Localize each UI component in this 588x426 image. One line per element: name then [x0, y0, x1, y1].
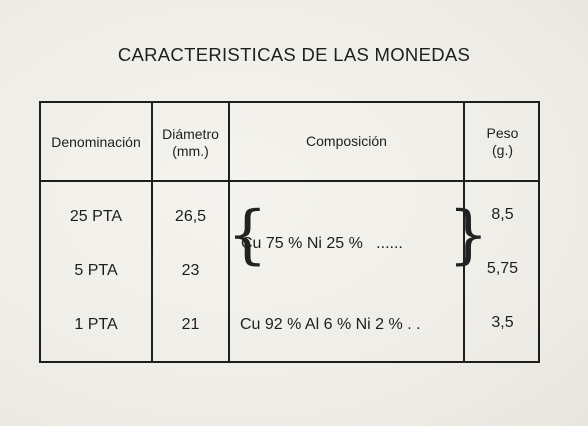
row-3-peso: 3,5	[491, 314, 514, 331]
header-peso-line1: Peso	[486, 125, 519, 141]
header-diametro-line1: Diámetro	[162, 126, 219, 142]
row-1-diametro: 26,5	[174, 208, 207, 225]
coins-table	[39, 101, 540, 363]
row-1-denominacion: 25 PTA	[69, 208, 123, 225]
header-diametro	[153, 126, 228, 160]
header-diametro-line2: (mm.)	[172, 143, 209, 159]
composition-group-2: Cu 92 % Al 6 % Ni 2 % . .	[240, 316, 421, 333]
row-1-peso: 8,5	[491, 206, 514, 223]
composition-group-1: Cu 75 % Ni 25 % ......	[241, 235, 403, 252]
header-peso	[465, 125, 540, 159]
header-denominacion: Denominación	[51, 134, 141, 150]
row-3-denominacion: 1 PTA	[74, 316, 118, 333]
header-peso-line2: (g.)	[492, 142, 513, 158]
left-curly-brace-icon: {	[227, 198, 268, 272]
right-curly-brace-icon: }	[448, 198, 489, 272]
header-composicion: Composición	[306, 133, 387, 149]
document-title: CARACTERISTICAS DE LAS MONEDAS	[117, 44, 471, 65]
row-3-diametro: 21	[181, 316, 200, 333]
header-divider	[41, 180, 538, 182]
row-2-peso: 5,75	[486, 260, 519, 277]
row-2-diametro: 23	[181, 262, 200, 279]
row-2-denominacion: 5 PTA	[74, 262, 118, 279]
